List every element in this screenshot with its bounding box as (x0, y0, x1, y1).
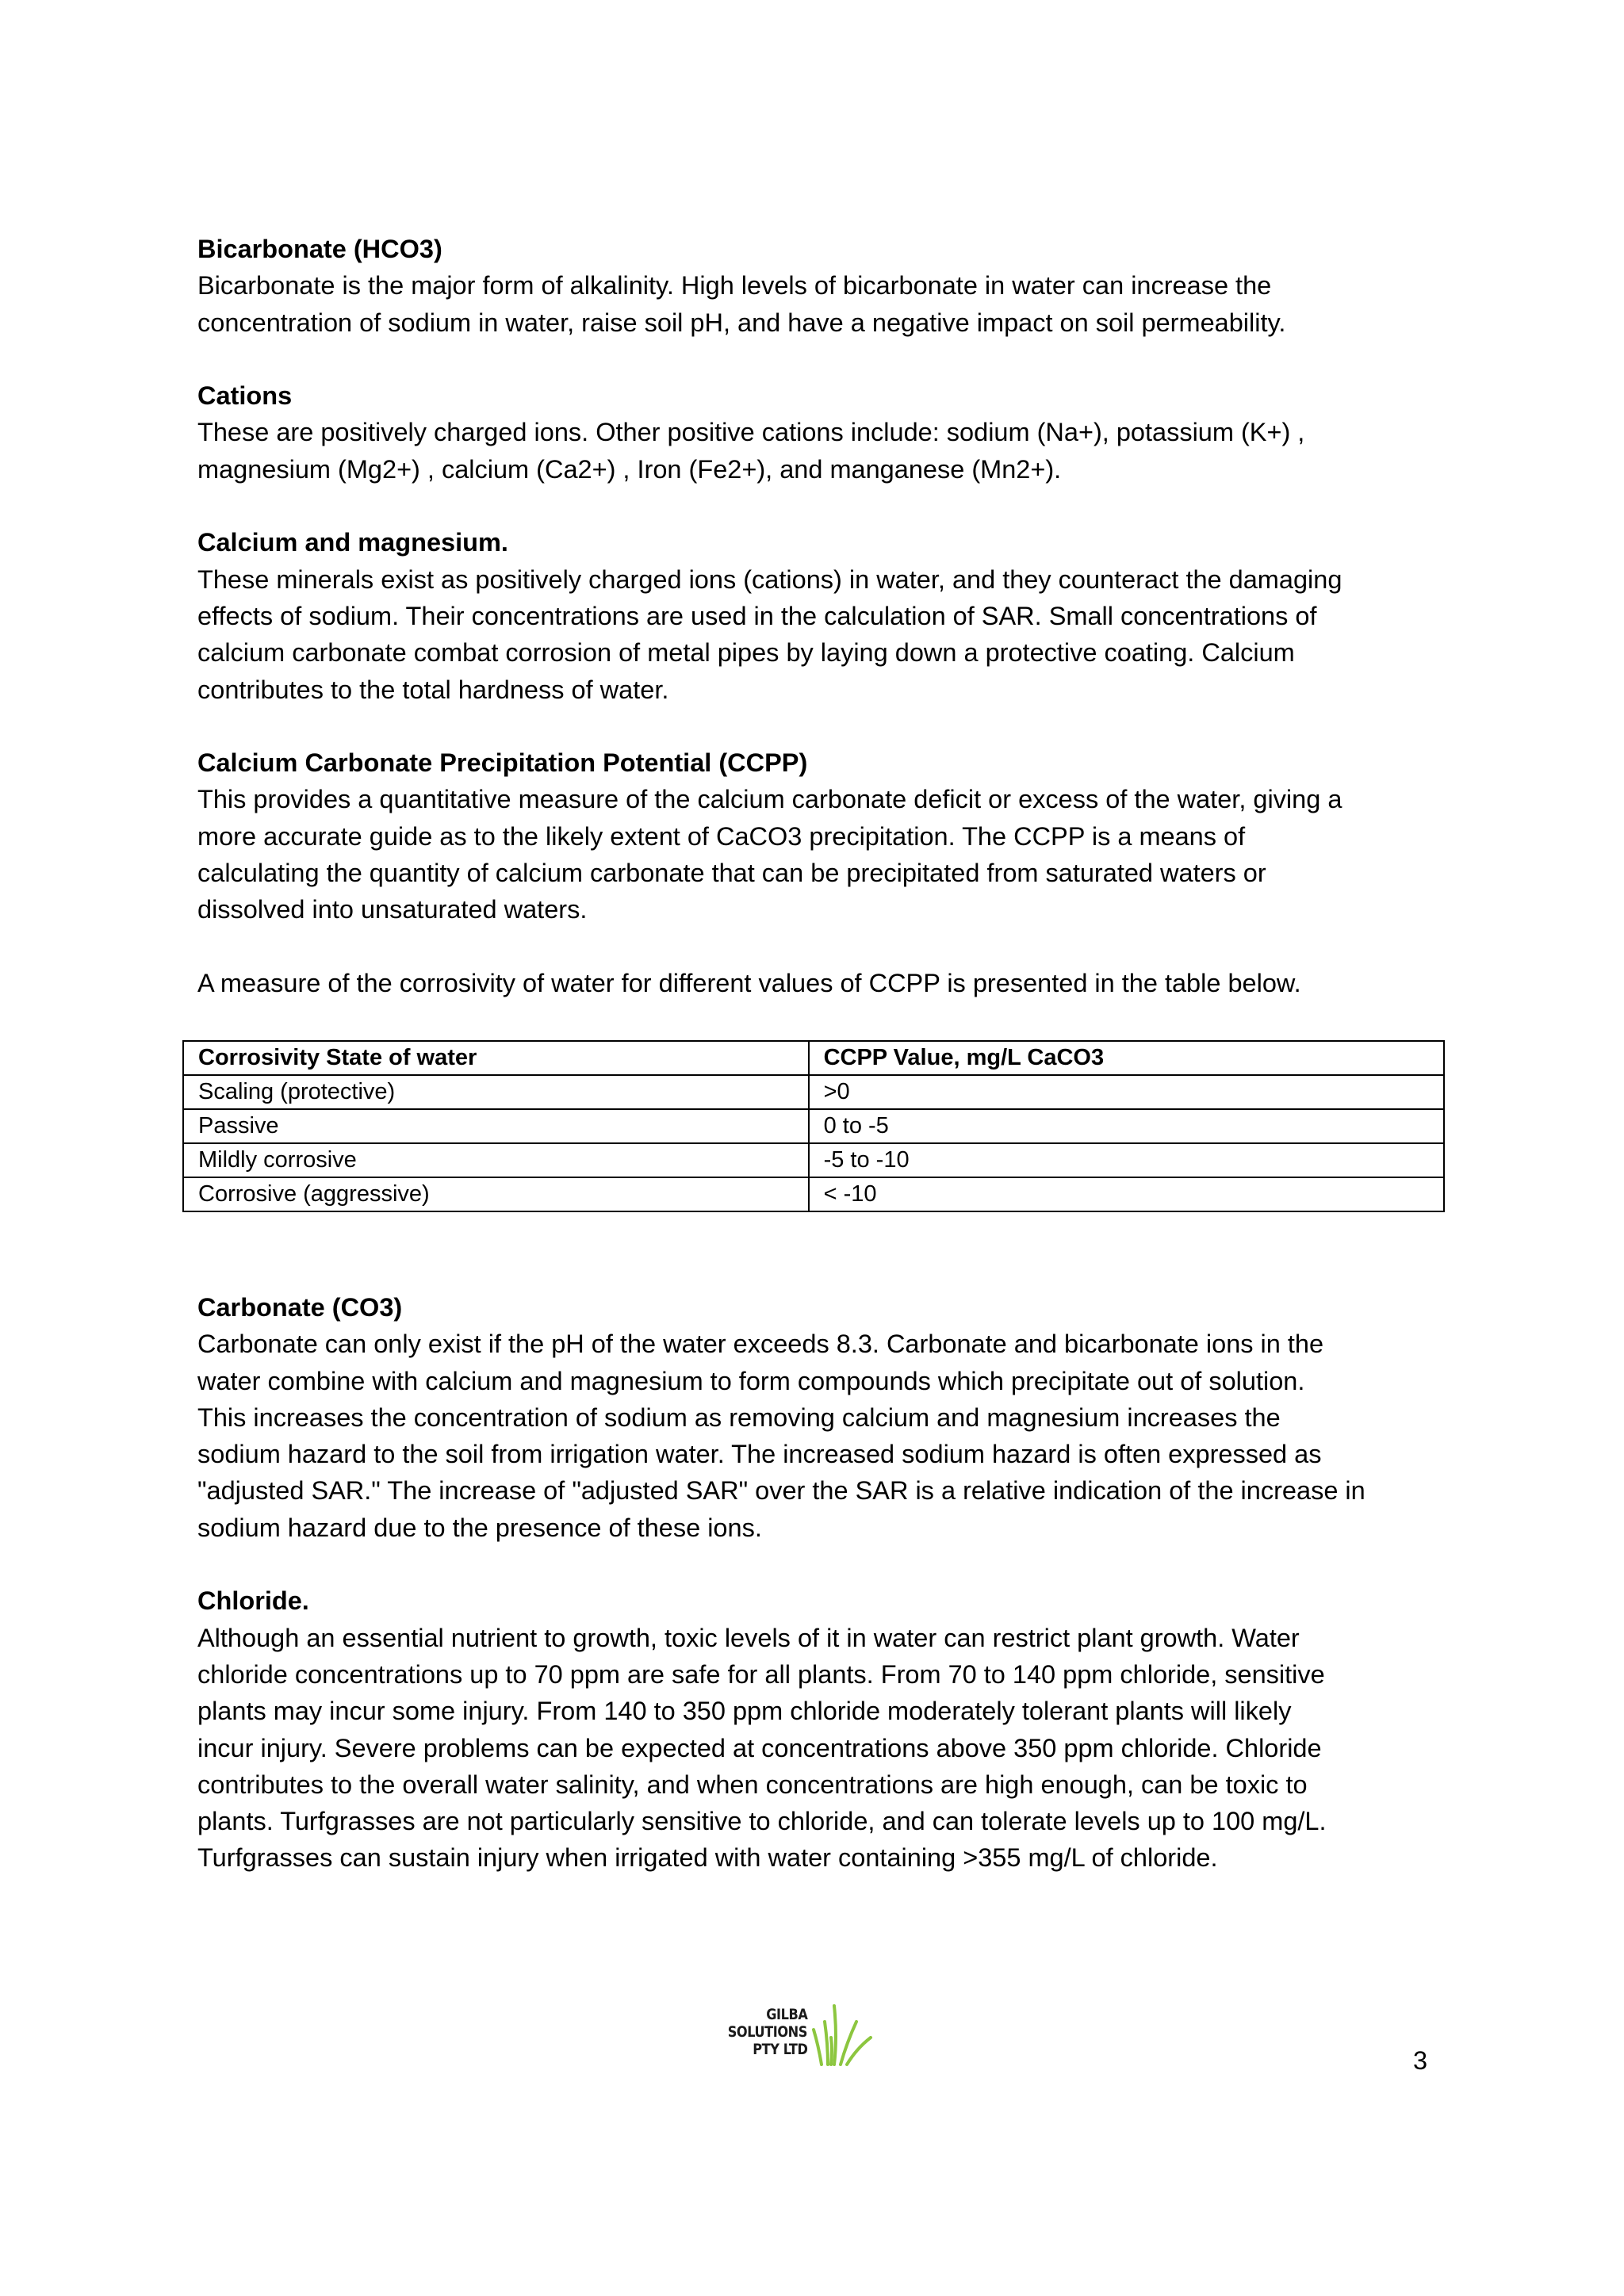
section-heading: Calcium Carbonate Precipitation Potential (CCPP) (197, 748, 808, 778)
table-header-cell: CCPP Value, mg/L CaCO3 (809, 1041, 1444, 1075)
paragraph-line: incur injury. Severe problems can be expected at concentrations above 350 ppm chloride. Chloride (197, 1733, 1322, 1762)
paragraph-line: These are positively charged ions. Other positive cations include: sodium (Na+), potassium (K+) , (197, 418, 1305, 447)
paragraph-line: Bicarbonate is the major form of alkalinity. High levels of bicarbonate in water can increase the (197, 271, 1272, 300)
table-row (183, 1177, 1444, 1211)
section-ccpp (197, 744, 1450, 928)
section-heading: Calcium and magnesium. (197, 528, 508, 557)
table-cell: 0 to -5 (809, 1109, 1444, 1143)
table-row (183, 1075, 1444, 1109)
logo-text-line: SOLUTIONS (727, 2023, 807, 2041)
paragraph-line: sodium hazard due to the presence of these ions. (197, 1513, 762, 1542)
ccpp-corrosivity-table (182, 1040, 1445, 1212)
section-heading: Chloride. (197, 1586, 309, 1616)
table-intro: A measure of the corrosivity of water for different values of CCPP is presented in the table below. (197, 968, 1301, 997)
paragraph-line: chloride concentrations up to 70 ppm are safe for all plants. From 70 to 140 ppm chloride, sensitive (197, 1659, 1325, 1689)
table-row (183, 1143, 1444, 1177)
paragraph-line: magnesium (Mg2+) , calcium (Ca2+) , Iron (Fe2+), and manganese (Mn2+). (197, 454, 1062, 484)
paragraph-line: sodium hazard to the soil from irrigation water. The increased sodium hazard is often expressed as (197, 1440, 1322, 1469)
paragraph-line: Turfgrasses can sustain injury when irrigated with water containing >355 mg/L of chloride. (197, 1843, 1218, 1873)
paragraph-line: concentration of sodium in water, raise soil pH, and have a negative impact on soil permeability. (197, 308, 1286, 337)
company-logo (723, 1998, 882, 2077)
table-cell: Scaling (protective) (183, 1075, 809, 1109)
paragraph-line: dissolved into unsaturated waters. (197, 895, 588, 924)
paragraph-line: Carbonate can only exist if the pH of the water exceeds 8.3. Carbonate and bicarbonate ions in the (197, 1330, 1324, 1359)
paragraph-line: water combine with calcium and magnesium to form compounds which precipitate out of solution. (197, 1366, 1305, 1395)
section-heading: Carbonate (CO3) (197, 1293, 403, 1322)
paragraph-line: plants may incur some injury. From 140 to 350 ppm chloride moderately tolerant plants will likely (197, 1697, 1292, 1726)
table-cell: -5 to -10 (809, 1143, 1444, 1177)
table-header-row (183, 1041, 1444, 1075)
section-heading: Bicarbonate (HCO3) (197, 235, 442, 263)
paragraph-line: This provides a quantitative measure of the calcium carbonate deficit or excess of the water, giving a (197, 785, 1342, 814)
table-cell: >0 (809, 1075, 1444, 1109)
grass-icon (810, 1998, 874, 2069)
table-cell: < -10 (809, 1177, 1444, 1211)
table-row (183, 1109, 1444, 1143)
paragraph-line: more accurate guide as to the likely extent of CaCO3 precipitation. The CCPP is a means of (197, 821, 1246, 851)
logo-text-line: PTY LTD (752, 2041, 807, 2058)
logo-text-line: GILBA (765, 2006, 807, 2023)
paragraph-line: These minerals exist as positively charged ions (cations) in water, and they counteract the damaging (197, 564, 1342, 594)
table-header-cell: Corrosivity State of water (183, 1041, 809, 1075)
table-cell: Passive (183, 1109, 809, 1143)
table-cell: Corrosive (aggressive) (183, 1177, 809, 1211)
table-cell: Mildly corrosive (183, 1143, 809, 1177)
section-cations (197, 377, 1450, 488)
paragraph-line: contributes to the total hardness of water. (197, 675, 669, 704)
paragraph-line: contributes to the overall water salinity, and when concentrations are high enough, can be toxic to (197, 1770, 1308, 1799)
paragraph-line: This increases the concentration of sodium as removing calcium and magnesium increases the (197, 1402, 1281, 1432)
section-chloride (197, 1582, 1450, 1876)
content-top (197, 231, 1450, 1001)
section-carbonate (197, 1289, 1450, 1546)
paragraph-line: Although an essential nutrient to growth, toxic levels of it in water can restrict plant growth. Water (197, 1623, 1300, 1652)
paragraph-line: plants. Turfgrasses are not particularly sensitive to chloride, and can tolerate levels up to 100 mg/L. (197, 1807, 1327, 1836)
section-heading: Cations (197, 381, 293, 411)
page-number: 3 (1413, 2046, 1428, 2075)
paragraph-line: "adjusted SAR." The increase of "adjusted SAR" over the SAR is a relative indication of the increase in (197, 1476, 1365, 1506)
section-calcium-magnesium (197, 524, 1450, 707)
paragraph-line: calcium carbonate combat corrosion of metal pipes by laying down a protective coating. Calcium (197, 638, 1295, 668)
paragraph-line: calculating the quantity of calcium carbonate that can be precipitated from saturated waters or (197, 859, 1266, 888)
content-bottom (197, 1289, 1450, 1877)
paragraph-line: effects of sodium. Their concentrations are used in the calculation of SAR. Small concentrations of (197, 601, 1317, 630)
section-bicarbonate (197, 231, 1450, 341)
